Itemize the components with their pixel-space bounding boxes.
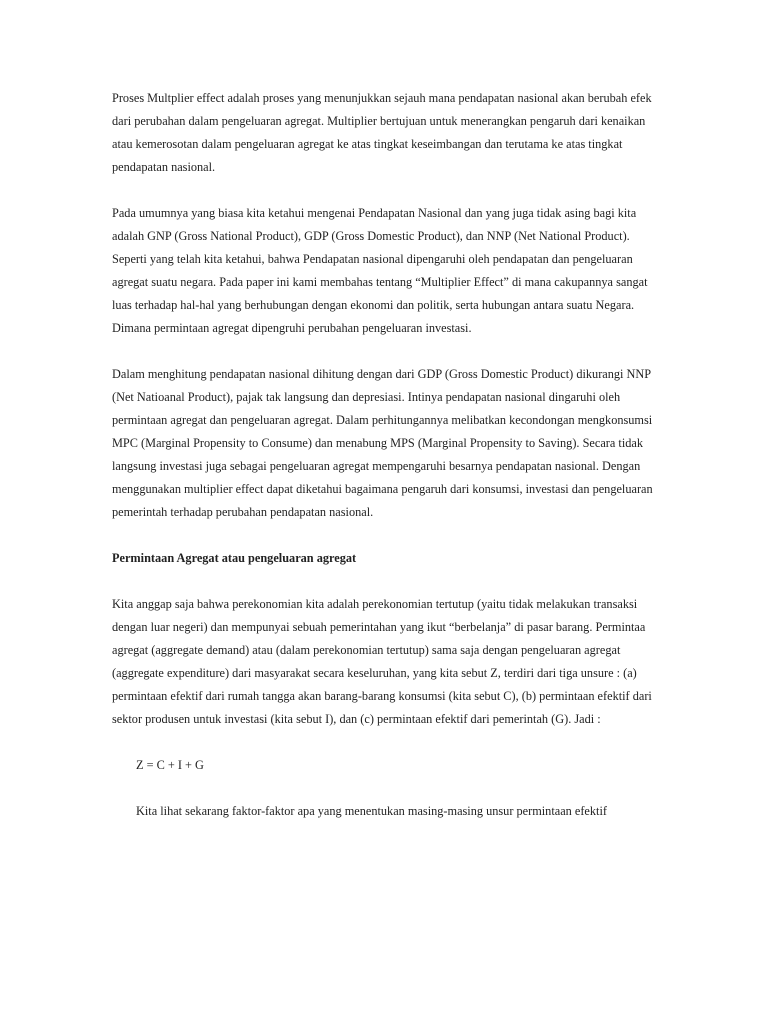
section-heading-aggregate-demand: Permintaan Agregat atau pengeluaran agregat bbox=[112, 551, 357, 565]
paragraph-gdp-calculation: Dalam menghitung pendapatan nasional dihitung dengan dari GDP (Gross Domestic Product) dikurangi NNP (Net Natioanal Product), pajak tak langsung dan depresiasi. Intinya pendapatan nasional dingaruhi oleh permintaan agregat dan pengeluaran agregat. Dalam perhitungannya melibatkan kecondongan mengkonsumsi MPC (Marginal Propensity to Consume) dan menabung MPS (Marginal Propensity to Saving). Secara tidak langsung investasi juga sebagai pengeluaran agregat mempengaruhi besarnya pendapatan nasional. Dengan menggunakan multiplier effect dapat diketahui bagaimana pengaruh dari konsumsi, investasi dan pengeluaran pemerintah terhadap perubahan pendapatan nasional. bbox=[112, 367, 653, 519]
paragraph-closed-economy: Kita anggap saja bahwa perekonomian kita adalah perekonomian tertutup (yaitu tidak melakukan transaksi dengan luar negeri) dan mempunyai sebuah pemerintahan yang ikut “berbelanja” di pasar barang. Permintaa agregat (aggregate demand) atau (dalam perekonomian tertutup) sama saja dengan pengeluaran agregat (aggregate expenditure) dari masyarakat secara keseluruhan, yang kita sebut Z, terdiri dari tiga unsure : (a) permintaan efektif dari rumah tangga akan barang-barang konsumsi (kita sebut C), (b) permintaan efektif dari sektor produsen untuk investasi (kita sebut I), dan (c) permintaan efektif dari pemerintah (G). Jadi : bbox=[112, 597, 652, 726]
paragraph-demand-factors: Kita lihat sekarang faktor-faktor apa yang menentukan masing-masing unsur permintaan efektif bbox=[136, 804, 607, 818]
formula-aggregate-demand: Z = C + I + G bbox=[136, 758, 204, 772]
document-body bbox=[112, 87, 657, 846]
paragraph-multiplier-intro: Proses Multplier effect adalah proses yang menunjukkan sejauh mana pendapatan nasional akan berubah efek dari perubahan dalam pengeluaran agregat. Multiplier bertujuan untuk menerangkan pengaruh dari kenaikan atau kemerosotan dalam pengeluaran agregat ke atas tingkat keseimbangan dan terutama ke atas tingkat pendapatan nasional. bbox=[112, 91, 652, 174]
paragraph-national-income: Pada umumnya yang biasa kita ketahui mengenai Pendapatan Nasional dan yang juga tidak asing bagi kita adalah GNP (Gross National Product), GDP (Gross Domestic Product), dan NNP (Net National Product). Seperti yang telah kita ketahui, bahwa Pendapatan nasional dipengaruhi oleh pendapatan dan pengeluaran agregat suatu negara. Pada paper ini kami membahas tentang “Multiplier Effect” di mana cakupannya sangat luas terhadap hal-hal yang berhubungan dengan ekonomi dan politik, serta hubungan antara suatu Negara. Dimana permintaan agregat dipengruhi perubahan pengeluaran investasi. bbox=[112, 206, 648, 335]
